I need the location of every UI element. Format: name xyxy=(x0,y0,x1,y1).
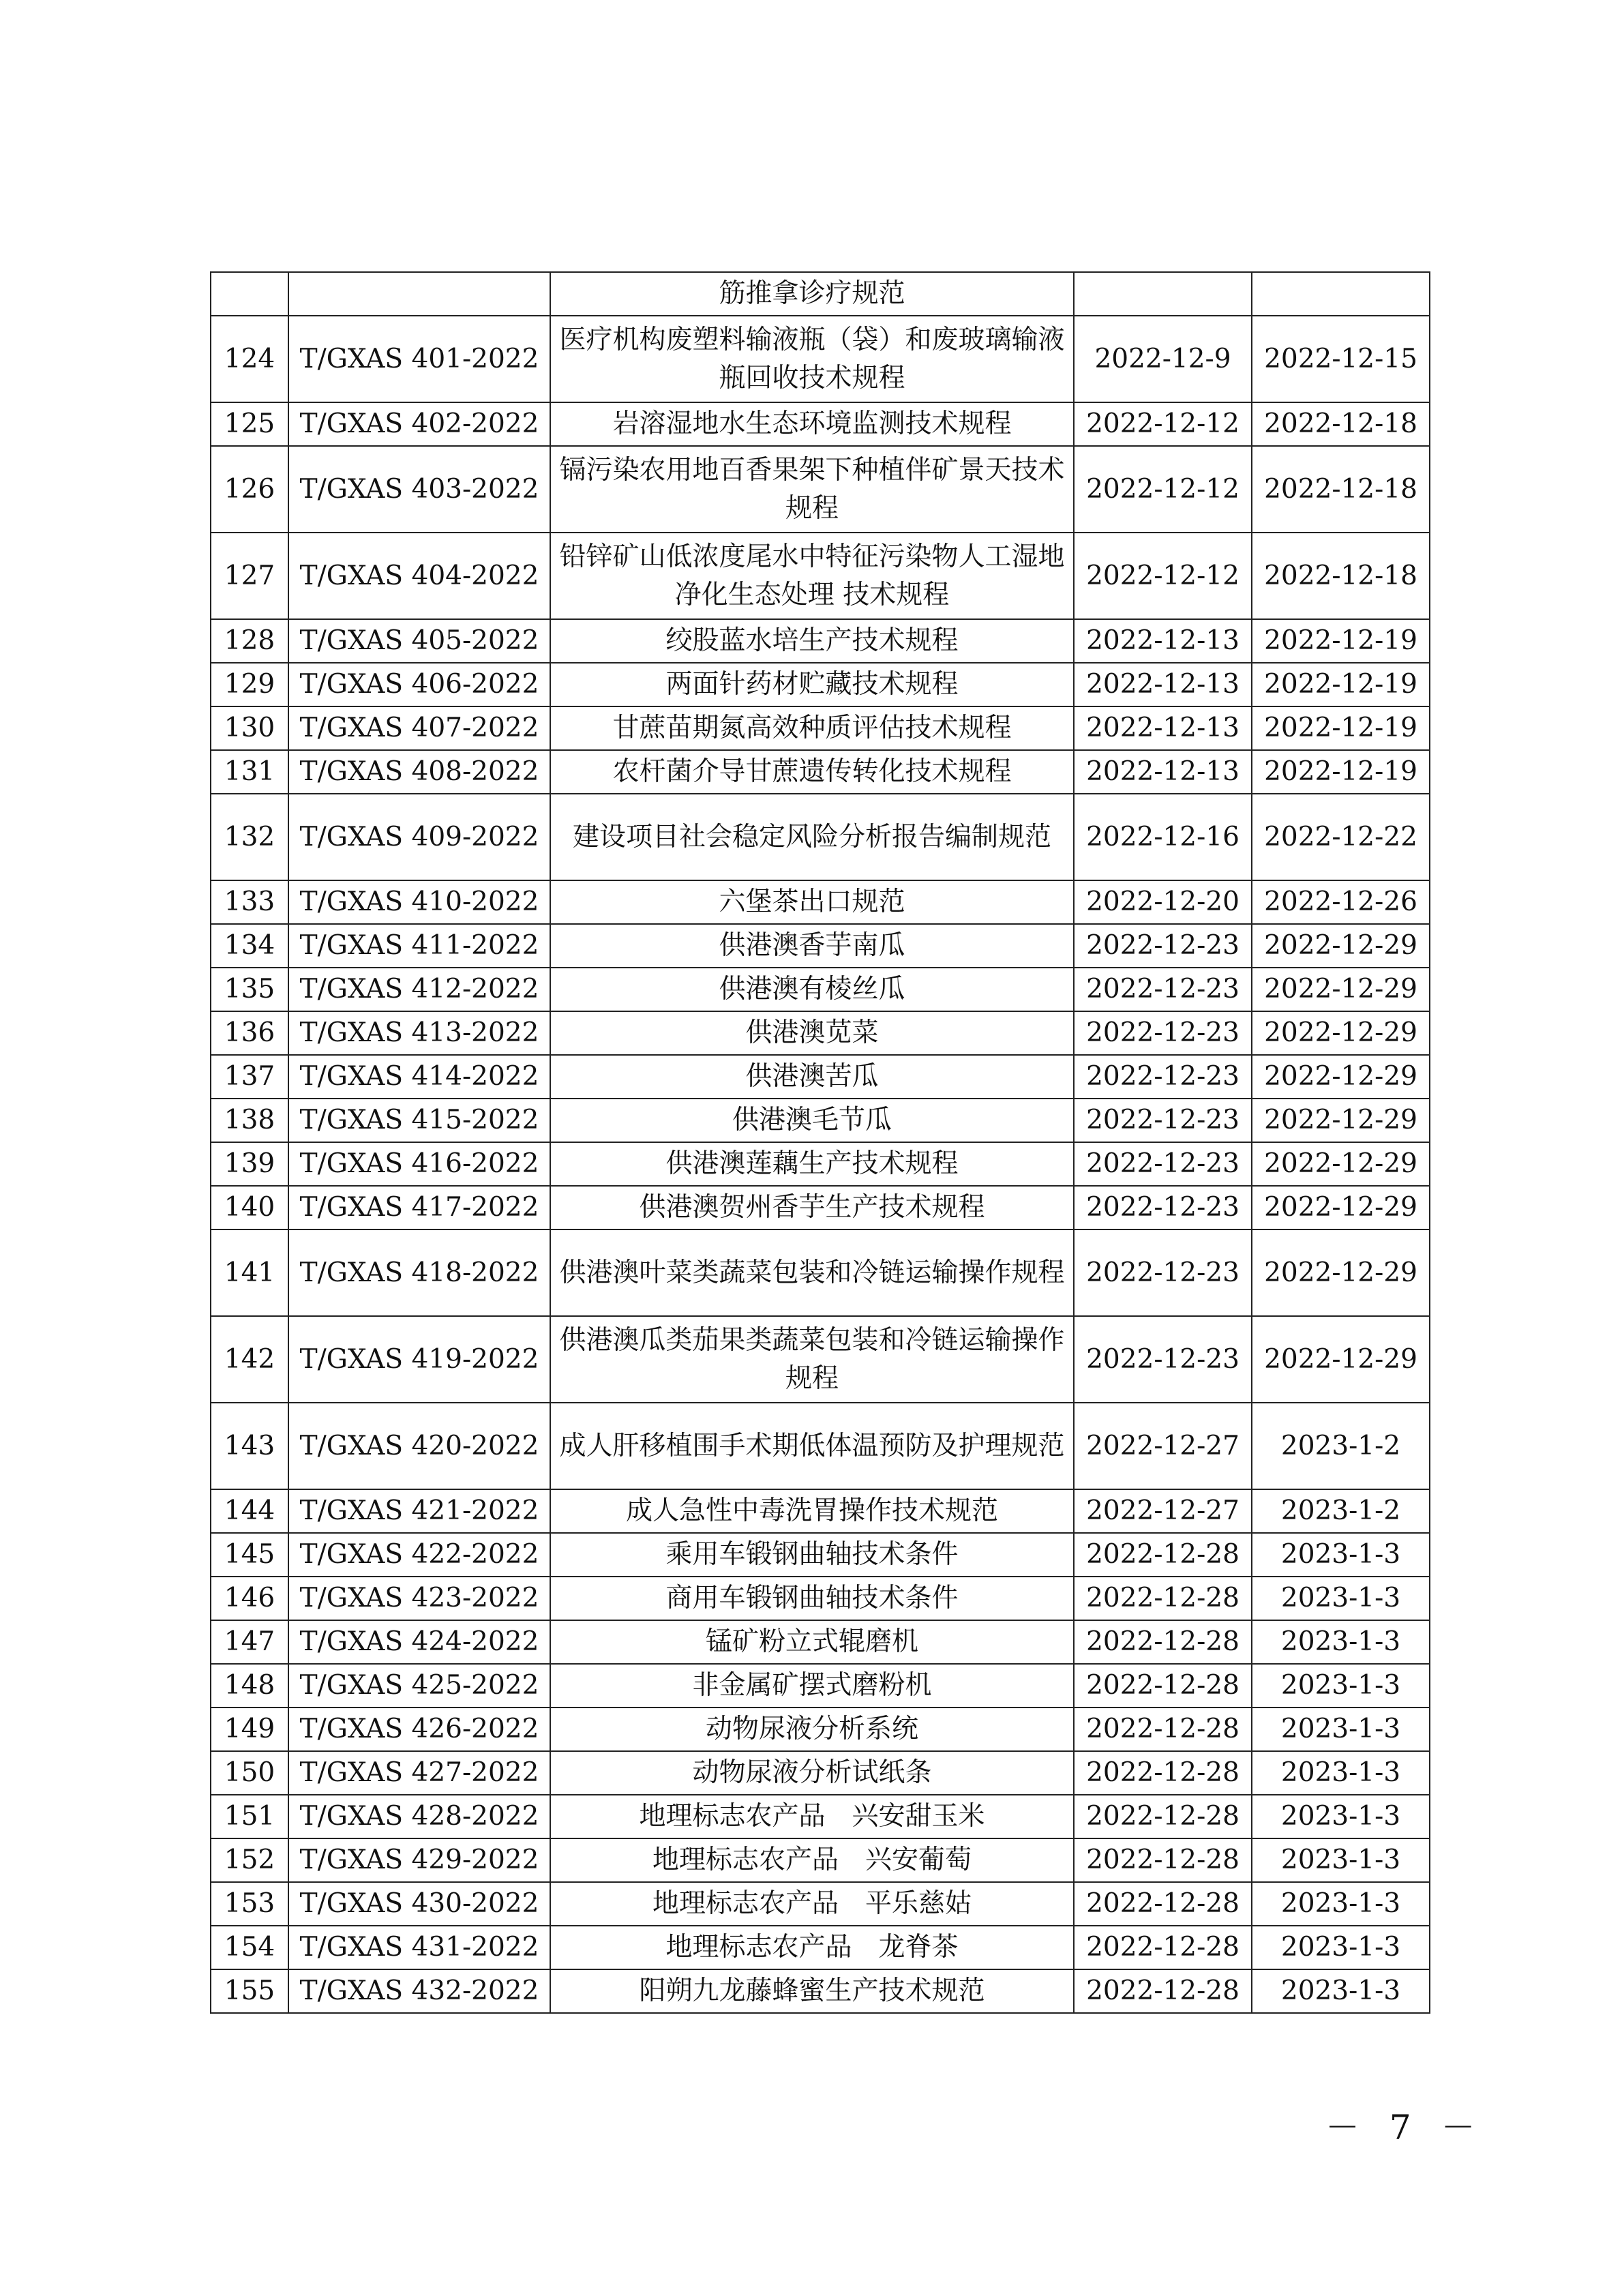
row-number: 148 xyxy=(211,1664,288,1708)
publish-date: 2022-12-28 xyxy=(1074,1708,1252,1751)
standard-code: T/GXAS 406-2022 xyxy=(288,663,550,706)
standard-code: T/GXAS 405-2022 xyxy=(288,619,550,663)
standard-code: T/GXAS 419-2022 xyxy=(288,1316,550,1403)
implement-date: 2023-1-3 xyxy=(1252,1969,1430,2013)
publish-date: 2022-12-28 xyxy=(1074,1795,1252,1838)
standard-name: 商用车锻钢曲轴技术条件 xyxy=(550,1577,1074,1620)
table-row xyxy=(211,750,1430,794)
table-row xyxy=(211,1577,1430,1620)
publish-date: 2022-12-28 xyxy=(1074,1751,1252,1795)
standard-code: T/GXAS 409-2022 xyxy=(288,794,550,880)
standard-code: T/GXAS 423-2022 xyxy=(288,1577,550,1620)
publish-date: 2022-12-23 xyxy=(1074,1099,1252,1142)
standard-code: T/GXAS 415-2022 xyxy=(288,1099,550,1142)
standard-code: T/GXAS 416-2022 xyxy=(288,1142,550,1186)
implement-date: 2023-1-3 xyxy=(1252,1620,1430,1664)
row-number: 134 xyxy=(211,924,288,968)
table-row xyxy=(211,880,1430,924)
publish-date: 2022-12-23 xyxy=(1074,924,1252,968)
publish-date: 2022-12-13 xyxy=(1074,619,1252,663)
standard-name: 动物尿液分析系统 xyxy=(550,1708,1074,1751)
standard-code: T/GXAS 412-2022 xyxy=(288,968,550,1011)
implement-date: 2022-12-29 xyxy=(1252,1011,1430,1055)
publish-date xyxy=(1074,272,1252,316)
publish-date: 2022-12-23 xyxy=(1074,1316,1252,1403)
standard-code: T/GXAS 422-2022 xyxy=(288,1533,550,1577)
row-number: 150 xyxy=(211,1751,288,1795)
standard-name: 地理标志农产品 龙脊茶 xyxy=(550,1926,1074,1969)
standard-name: 筋推拿诊疗规范 xyxy=(550,272,1074,316)
publish-date: 2022-12-23 xyxy=(1074,1142,1252,1186)
standard-name: 供港澳香芋南瓜 xyxy=(550,924,1074,968)
table-row xyxy=(211,446,1430,533)
implement-date: 2022-12-15 xyxy=(1252,316,1430,402)
standard-code: T/GXAS 432-2022 xyxy=(288,1969,550,2013)
publish-date: 2022-12-23 xyxy=(1074,1055,1252,1099)
table-row xyxy=(211,663,1430,706)
standard-code: T/GXAS 403-2022 xyxy=(288,446,550,533)
row-number: 143 xyxy=(211,1403,288,1489)
table-row xyxy=(211,1011,1430,1055)
standard-code: T/GXAS 421-2022 xyxy=(288,1489,550,1533)
standard-name: 医疗机构废塑料输液瓶（袋）和废玻璃输液瓶回收技术规程 xyxy=(550,316,1074,402)
table-row xyxy=(211,1099,1430,1142)
implement-date: 2022-12-29 xyxy=(1252,1316,1430,1403)
standard-code: T/GXAS 424-2022 xyxy=(288,1620,550,1664)
implement-date: 2023-1-3 xyxy=(1252,1577,1430,1620)
publish-date: 2022-12-16 xyxy=(1074,794,1252,880)
publish-date: 2022-12-28 xyxy=(1074,1969,1252,2013)
standard-name: 供港澳贺州香芋生产技术规程 xyxy=(550,1186,1074,1229)
table-row xyxy=(211,1708,1430,1751)
row-number: 151 xyxy=(211,1795,288,1838)
publish-date: 2022-12-23 xyxy=(1074,1229,1252,1316)
row-number: 147 xyxy=(211,1620,288,1664)
implement-date: 2022-12-19 xyxy=(1252,706,1430,750)
standard-name: 动物尿液分析试纸条 xyxy=(550,1751,1074,1795)
implement-date: 2023-1-3 xyxy=(1252,1533,1430,1577)
row-number: 153 xyxy=(211,1882,288,1926)
row-number: 146 xyxy=(211,1577,288,1620)
implement-date: 2022-12-19 xyxy=(1252,619,1430,663)
standard-name: 镉污染农用地百香果架下种植伴矿景天技术规程 xyxy=(550,446,1074,533)
implement-date: 2022-12-18 xyxy=(1252,446,1430,533)
standard-name: 绞股蓝水培生产技术规程 xyxy=(550,619,1074,663)
publish-date: 2022-12-9 xyxy=(1074,316,1252,402)
implement-date: 2022-12-29 xyxy=(1252,1186,1430,1229)
standard-code: T/GXAS 401-2022 xyxy=(288,316,550,402)
standard-code: T/GXAS 417-2022 xyxy=(288,1186,550,1229)
implement-date: 2022-12-22 xyxy=(1252,794,1430,880)
table-row xyxy=(211,1620,1430,1664)
standard-name: 乘用车锻钢曲轴技术条件 xyxy=(550,1533,1074,1577)
standard-name: 地理标志农产品 兴安甜玉米 xyxy=(550,1795,1074,1838)
standard-code: T/GXAS 408-2022 xyxy=(288,750,550,794)
page-number: － 7 － xyxy=(1325,2108,1485,2147)
publish-date: 2022-12-13 xyxy=(1074,706,1252,750)
row-number: 152 xyxy=(211,1838,288,1882)
row-number: 131 xyxy=(211,750,288,794)
standard-name: 供港澳苦瓜 xyxy=(550,1055,1074,1099)
publish-date: 2022-12-13 xyxy=(1074,663,1252,706)
row-number: 154 xyxy=(211,1926,288,1969)
table-row xyxy=(211,1664,1430,1708)
publish-date: 2022-12-28 xyxy=(1074,1664,1252,1708)
publish-date: 2022-12-27 xyxy=(1074,1489,1252,1533)
implement-date: 2023-1-3 xyxy=(1252,1926,1430,1969)
standard-name: 供港澳有棱丝瓜 xyxy=(550,968,1074,1011)
table-row xyxy=(211,1489,1430,1533)
standard-name: 供港澳毛节瓜 xyxy=(550,1099,1074,1142)
publish-date: 2022-12-20 xyxy=(1074,880,1252,924)
row-number: 128 xyxy=(211,619,288,663)
standard-name: 建设项目社会稳定风险分析报告编制规范 xyxy=(550,794,1074,880)
table-row xyxy=(211,1838,1430,1882)
table-row xyxy=(211,1795,1430,1838)
row-number: 137 xyxy=(211,1055,288,1099)
implement-date xyxy=(1252,272,1430,316)
publish-date: 2022-12-23 xyxy=(1074,968,1252,1011)
table-row xyxy=(211,1403,1430,1489)
row-number: 132 xyxy=(211,794,288,880)
publish-date: 2022-12-12 xyxy=(1074,533,1252,619)
table-row xyxy=(211,533,1430,619)
standard-name: 供港澳叶菜类蔬菜包装和冷链运输操作规程 xyxy=(550,1229,1074,1316)
standard-code: T/GXAS 427-2022 xyxy=(288,1751,550,1795)
standard-code: T/GXAS 425-2022 xyxy=(288,1664,550,1708)
table-row xyxy=(211,1186,1430,1229)
publish-date: 2022-12-27 xyxy=(1074,1403,1252,1489)
publish-date: 2022-12-28 xyxy=(1074,1533,1252,1577)
publish-date: 2022-12-13 xyxy=(1074,750,1252,794)
row-number: 140 xyxy=(211,1186,288,1229)
table-row xyxy=(211,402,1430,446)
standard-code: T/GXAS 411-2022 xyxy=(288,924,550,968)
implement-date: 2022-12-29 xyxy=(1252,1055,1430,1099)
standard-code: T/GXAS 410-2022 xyxy=(288,880,550,924)
standard-name: 成人急性中毒洗胃操作技术规范 xyxy=(550,1489,1074,1533)
standard-code xyxy=(288,272,550,316)
standards-table xyxy=(210,271,1430,2014)
standard-name: 供港澳苋菜 xyxy=(550,1011,1074,1055)
row-number: 125 xyxy=(211,402,288,446)
table-row xyxy=(211,1316,1430,1403)
standard-name: 甘蔗苗期氮高效种质评估技术规程 xyxy=(550,706,1074,750)
table-row xyxy=(211,924,1430,968)
implement-date: 2023-1-3 xyxy=(1252,1795,1430,1838)
row-number: 129 xyxy=(211,663,288,706)
table-row xyxy=(211,968,1430,1011)
publish-date: 2022-12-23 xyxy=(1074,1011,1252,1055)
table-row xyxy=(211,1142,1430,1186)
publish-date: 2022-12-28 xyxy=(1074,1882,1252,1926)
implement-date: 2023-1-2 xyxy=(1252,1489,1430,1533)
implement-date: 2023-1-3 xyxy=(1252,1708,1430,1751)
implement-date: 2022-12-29 xyxy=(1252,1229,1430,1316)
publish-date: 2022-12-28 xyxy=(1074,1926,1252,1969)
row-number: 138 xyxy=(211,1099,288,1142)
publish-date: 2022-12-28 xyxy=(1074,1577,1252,1620)
table-body xyxy=(211,272,1430,2013)
table-row xyxy=(211,1969,1430,2013)
publish-date: 2022-12-28 xyxy=(1074,1838,1252,1882)
standard-name: 地理标志农产品 兴安葡萄 xyxy=(550,1838,1074,1882)
row-number: 144 xyxy=(211,1489,288,1533)
standard-name: 阳朔九龙藤蜂蜜生产技术规范 xyxy=(550,1969,1074,2013)
standard-code: T/GXAS 431-2022 xyxy=(288,1926,550,1969)
standard-name: 六堡茶出口规范 xyxy=(550,880,1074,924)
standard-name: 地理标志农产品 平乐慈姑 xyxy=(550,1882,1074,1926)
standard-code: T/GXAS 430-2022 xyxy=(288,1882,550,1926)
standard-code: T/GXAS 420-2022 xyxy=(288,1403,550,1489)
standard-code: T/GXAS 402-2022 xyxy=(288,402,550,446)
implement-date: 2022-12-29 xyxy=(1252,968,1430,1011)
implement-date: 2022-12-19 xyxy=(1252,750,1430,794)
table-row xyxy=(211,1229,1430,1316)
standard-code: T/GXAS 429-2022 xyxy=(288,1838,550,1882)
implement-date: 2023-1-2 xyxy=(1252,1403,1430,1489)
row-number: 142 xyxy=(211,1316,288,1403)
table-row xyxy=(211,619,1430,663)
publish-date: 2022-12-12 xyxy=(1074,402,1252,446)
standard-name: 锰矿粉立式辊磨机 xyxy=(550,1620,1074,1664)
row-number: 133 xyxy=(211,880,288,924)
standard-name: 供港澳瓜类茄果类蔬菜包装和冷链运输操作规程 xyxy=(550,1316,1074,1403)
standard-name: 供港澳莲藕生产技术规程 xyxy=(550,1142,1074,1186)
row-number: 149 xyxy=(211,1708,288,1751)
table-row xyxy=(211,794,1430,880)
implement-date: 2022-12-18 xyxy=(1252,402,1430,446)
row-number: 126 xyxy=(211,446,288,533)
implement-date: 2022-12-26 xyxy=(1252,880,1430,924)
table-row xyxy=(211,316,1430,402)
implement-date: 2022-12-29 xyxy=(1252,924,1430,968)
implement-date: 2023-1-3 xyxy=(1252,1664,1430,1708)
publish-date: 2022-12-28 xyxy=(1074,1620,1252,1664)
standard-code: T/GXAS 413-2022 xyxy=(288,1011,550,1055)
implement-date: 2023-1-3 xyxy=(1252,1882,1430,1926)
row-number: 124 xyxy=(211,316,288,402)
row-number: 136 xyxy=(211,1011,288,1055)
standard-code: T/GXAS 407-2022 xyxy=(288,706,550,750)
row-number: 130 xyxy=(211,706,288,750)
standard-name: 两面针药材贮藏技术规程 xyxy=(550,663,1074,706)
standard-name: 成人肝移植围手术期低体温预防及护理规范 xyxy=(550,1403,1074,1489)
standard-name: 岩溶湿地水生态环境监测技术规程 xyxy=(550,402,1074,446)
implement-date: 2022-12-29 xyxy=(1252,1142,1430,1186)
table-row xyxy=(211,1055,1430,1099)
row-number: 139 xyxy=(211,1142,288,1186)
table-row xyxy=(211,706,1430,750)
publish-date: 2022-12-12 xyxy=(1074,446,1252,533)
table-row xyxy=(211,1751,1430,1795)
implement-date: 2023-1-3 xyxy=(1252,1838,1430,1882)
standard-name: 农杆菌介导甘蔗遗传转化技术规程 xyxy=(550,750,1074,794)
standard-code: T/GXAS 428-2022 xyxy=(288,1795,550,1838)
implement-date: 2023-1-3 xyxy=(1252,1751,1430,1795)
standard-name: 铅锌矿山低浓度尾水中特征污染物人工湿地净化生态处理 技术规程 xyxy=(550,533,1074,619)
publish-date: 2022-12-23 xyxy=(1074,1186,1252,1229)
standard-code: T/GXAS 418-2022 xyxy=(288,1229,550,1316)
table-row xyxy=(211,1882,1430,1926)
implement-date: 2022-12-18 xyxy=(1252,533,1430,619)
table-row xyxy=(211,1926,1430,1969)
standard-name: 非金属矿摆式磨粉机 xyxy=(550,1664,1074,1708)
implement-date: 2022-12-19 xyxy=(1252,663,1430,706)
standard-code: T/GXAS 414-2022 xyxy=(288,1055,550,1099)
standard-code: T/GXAS 404-2022 xyxy=(288,533,550,619)
standard-code: T/GXAS 426-2022 xyxy=(288,1708,550,1751)
implement-date: 2022-12-29 xyxy=(1252,1099,1430,1142)
row-number: 135 xyxy=(211,968,288,1011)
table-row xyxy=(211,272,1430,316)
row-number: 145 xyxy=(211,1533,288,1577)
table-row xyxy=(211,1533,1430,1577)
row-number: 155 xyxy=(211,1969,288,2013)
row-number: 141 xyxy=(211,1229,288,1316)
row-number: 127 xyxy=(211,533,288,619)
row-number xyxy=(211,272,288,316)
